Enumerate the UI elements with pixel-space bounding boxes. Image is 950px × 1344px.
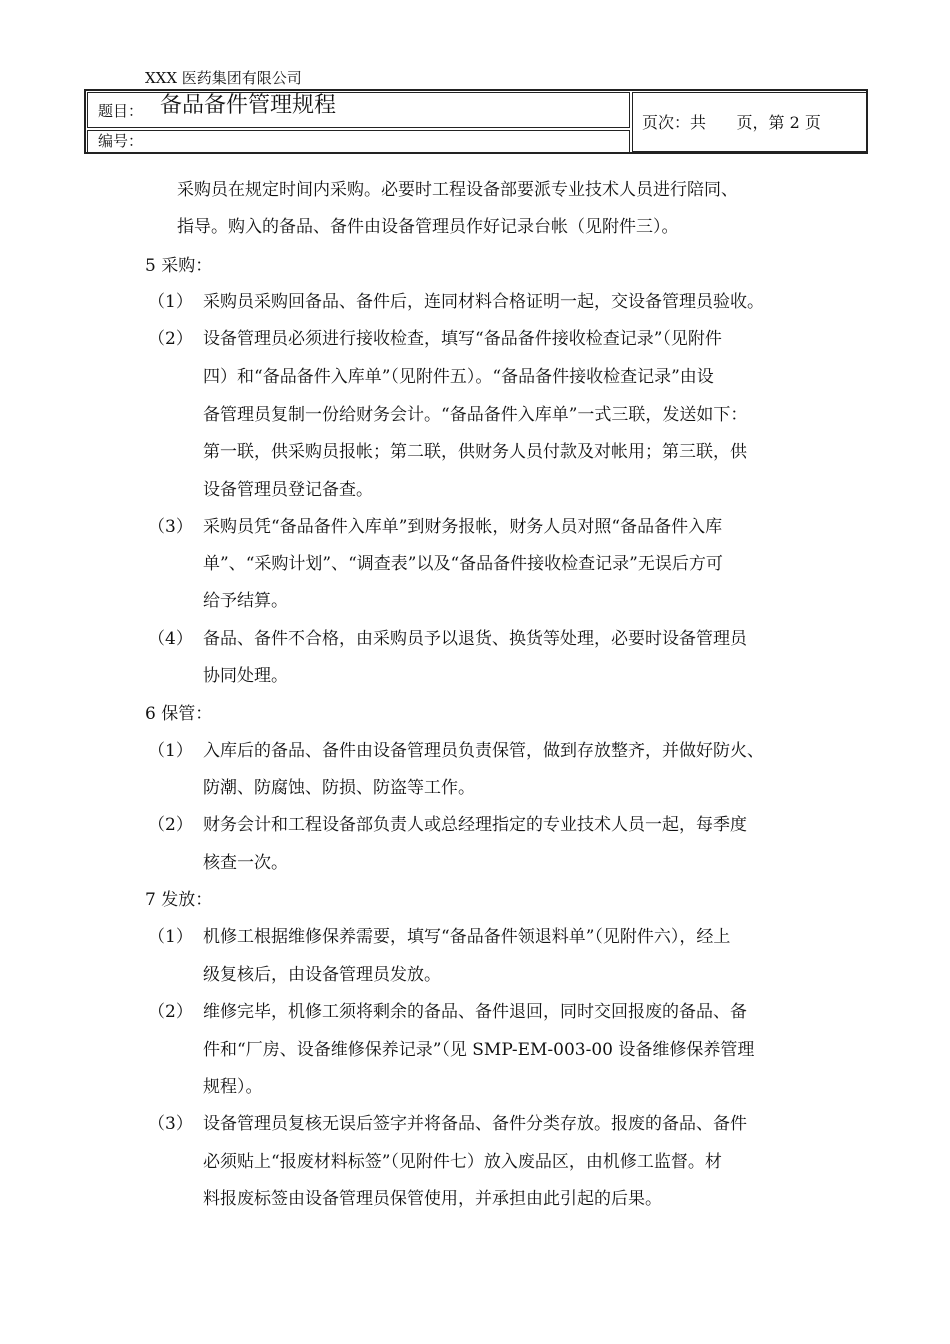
page-info-cell xyxy=(632,92,867,152)
section-heading: 5 采购： xyxy=(145,256,213,276)
item-line: 第一联，供采购员报帐；第二联，供财务人员付款及对帐用；第三联，供 xyxy=(203,442,747,462)
code-cell xyxy=(87,130,630,153)
title-label: 题目： xyxy=(98,102,144,120)
item-line: 采购员采购回备品、备件后，连同材料合格证明一起，交设备管理员验收。 xyxy=(203,292,764,312)
item-line: 料报废标签由设备管理员保管使用，并承担由此引起的后果。 xyxy=(203,1189,662,1209)
item-number: （2） xyxy=(148,1002,193,1022)
code-label: 编号： xyxy=(98,132,144,150)
document-title: 备品备件管理规程 xyxy=(160,93,337,118)
item-line: 财务会计和工程设备部负责人或总经理指定的专业技术人员一起，每季度 xyxy=(203,815,747,835)
item-line: 防潮、防腐蚀、防损、防盗等工作。 xyxy=(203,778,475,798)
company-name: XXX 医药集团有限公司 xyxy=(145,69,302,87)
item-line: 设备管理员必须进行接收检查，填写“备品备件接收检查记录”（见附件 xyxy=(203,329,722,349)
header-left-cells xyxy=(87,92,630,151)
paragraph-line: 采购员在规定时间内采购。必要时工程设备部要派专业技术人员进行陪同、 xyxy=(177,180,738,200)
item-line: 机修工根据维修保养需要，填写“备品备件领退料单”（见附件六），经上 xyxy=(203,927,731,947)
item-line: 规程）。 xyxy=(203,1077,263,1097)
item-line: 四）和“备品备件入库单”（见附件五）。“备品备件接收检查记录”由设 xyxy=(203,367,714,387)
item-number: （3） xyxy=(148,1114,193,1134)
page-info: 页次：共 页，第 2 页 xyxy=(642,113,821,132)
item-line: 给予结算。 xyxy=(203,591,288,611)
item-line: 必须贴上“报废材料标签”（见附件七）放入废品区，由机修工监督。材 xyxy=(203,1152,722,1172)
item-number: （1） xyxy=(148,927,193,947)
item-number: （3） xyxy=(148,517,193,537)
item-line: 备品、备件不合格，由采购员予以退货、换货等处理，必要时设备管理员 xyxy=(203,629,747,649)
item-line: 设备管理员复核无误后签字并将备品、备件分类存放。报废的备品、备件 xyxy=(203,1114,747,1134)
item-line: 维修完毕，机修工须将剩余的备品、备件退回，同时交回报废的备品、备 xyxy=(203,1002,747,1022)
document-header-table xyxy=(84,89,868,154)
item-line: 设备管理员登记备查。 xyxy=(203,480,373,500)
item-number: （4） xyxy=(148,629,193,649)
item-line: 单”、“采购计划”、“调查表”以及“备品备件接收检查记录”无误后方可 xyxy=(203,554,723,574)
item-line: 件和“厂房、设备维修保养记录”（见 SMP-EM-003-00 设备维修保养管理 xyxy=(203,1040,755,1060)
item-line: 采购员凭“备品备件入库单”到财务报帐，财务人员对照“备品备件入库 xyxy=(203,517,723,537)
paragraph-line: 指导。购入的备品、备件由设备管理员作好记录台帐（见附件三）。 xyxy=(177,217,679,237)
item-number: （2） xyxy=(148,815,193,835)
item-line: 协同处理。 xyxy=(203,666,288,686)
item-line: 备管理员复制一份给财务会计。“备品备件入库单”一式三联，发送如下： xyxy=(203,405,748,425)
item-line: 入库后的备品、备件由设备管理员负责保管，做到存放整齐，并做好防火、 xyxy=(203,741,764,761)
section-heading: 7 发放： xyxy=(145,890,213,910)
item-line: 核查一次。 xyxy=(203,853,288,873)
item-number: （2） xyxy=(148,329,193,349)
item-line: 级复核后，由设备管理员发放。 xyxy=(203,965,441,985)
item-number: （1） xyxy=(148,292,193,312)
title-cell xyxy=(87,92,630,128)
section-heading: 6 保管： xyxy=(145,704,213,724)
item-number: （1） xyxy=(148,741,193,761)
